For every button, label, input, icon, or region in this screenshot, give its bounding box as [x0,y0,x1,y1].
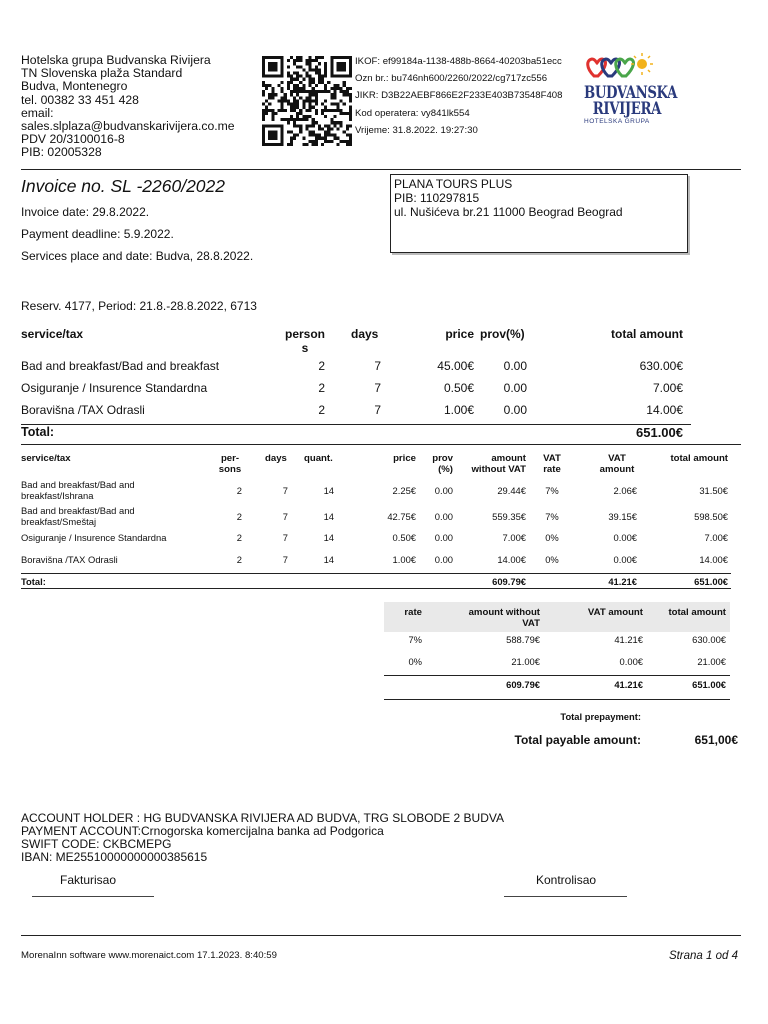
t2-row-vatamount: 0.00€ [613,532,637,543]
t1-header-total: total amount [611,327,683,341]
invoice-title: Invoice no. SL -2260/2022 [21,176,226,196]
invoice-date: Invoice date: 29.8.2022. [21,205,150,219]
issuer-email-label: email: [21,105,54,120]
t2-row-price: 42.75€ [387,511,416,522]
t1-total-value: 651.00€ [636,425,683,440]
payment-account: PAYMENT ACCOUNT:Crnogorska komercijalna banka ad Podgorica [21,824,384,838]
buyer-address: ul. Nušićeva br.21 11000 Beograd Beograd [394,205,623,219]
t1-header-persons: person s [284,327,325,355]
t3-row-vat: 41.21€ [614,634,643,645]
t3-header-total: total amount [668,607,726,618]
signature-left-label: Fakturisao [60,873,117,887]
t2-row-vatamount: 2.06€ [613,485,637,496]
payment-deadline: Payment deadline: 5.9.2022. [21,227,174,241]
t3-row-total: 630.00€ [692,634,726,645]
fiscal-ikof: IKOF: ef99184a-1138-488b-8664-40203ba51ecc [355,56,562,67]
t3-row-rate: 7% [408,634,422,645]
fiscal-info [355,53,562,139]
t2-row-vatrate: 7% [545,485,559,496]
t2-header-service: service/tax [21,453,71,464]
issuer-email[interactable]: sales.slplaza@budvanskarivijera.co.me [21,119,235,134]
t1-row-total: 630.00€ [639,359,683,373]
issuer-phone: tel. 00382 33 451 428 [21,92,139,107]
issuer-block [21,54,235,160]
t2-header-quant: quant. [304,453,333,464]
t2-row-prov: 0.00 [434,532,453,543]
t1-row-prov: 0.00 [503,359,527,373]
qr-code-icon [262,56,352,146]
buyer-name: PLANA TOURS PLUS [394,177,513,191]
t3-header-vat: VAT amount [587,607,643,618]
t3-header-amount: amount without VAT [468,607,540,629]
t2-row-total: 14.00€ [699,554,728,565]
t3-row-vat: 0.00€ [619,656,643,667]
t2-total-divider [21,573,731,574]
t2-row-prov: 0.00 [434,511,453,522]
t1-header-price: price [445,327,474,341]
t3-row-amount: 21.00€ [511,656,540,667]
t1-row-days: 7 [374,403,381,417]
t3-row-rate: 0% [408,656,422,667]
issuer-name: Hotelska grupa Budvanska Rivijera [21,53,211,67]
invoice-meta [21,205,253,271]
t1-header-service: service/tax [21,327,84,341]
footer-software: MorenaInn software www.morenaict.com 17.1.2023. 8:40:59 [21,950,277,961]
fiscal-ozn: Ozn br.: bu746nh600/2260/2022/cg717zc556 [355,73,548,85]
signature-right-line [504,896,627,897]
t2-row-vatrate: 0% [545,554,559,565]
t2-row-service: Bad and breakfast/Bad and breakfast/Ishrana [21,479,135,501]
t1-row-price: 0.50€ [443,381,474,395]
t2-row-prov: 0.00 [434,485,453,496]
t3-row-amount: 588.79€ [506,634,540,645]
t2-row-persons: 2 [236,532,242,543]
account-holder: ACCOUNT HOLDER : HG BUDVANSKA RIVIJERA AD BUDVA, TRG SLOBODE 2 BUDVA [21,811,505,825]
logo-line1: BUDVANSKA [584,83,678,103]
t2-row-amount: 29.44€ [497,485,526,496]
footer-divider [21,935,741,936]
t2-row-vatrate: 7% [545,511,559,522]
t2-header-vatamount: VAT amount [599,453,635,475]
t2-row-days: 7 [282,485,288,496]
t3-bottom-divider [384,699,730,700]
t2-row-days: 7 [282,511,288,522]
issuer-vat: PDV 20/3100016-8 [21,132,125,147]
payment-info [21,812,504,864]
t2-row-quant: 14 [323,532,334,543]
logo-line2: RIVIJERA [592,99,662,119]
t2-row-persons: 2 [236,554,242,565]
t2-row-vatrate: 0% [545,532,559,543]
t2-row-quant: 14 [323,485,334,496]
t1-row-days: 7 [374,359,381,373]
t1-row-service: Osiguranje / Insurence Standardna [21,381,208,395]
fiscal-time: Vrijeme: 31.8.2022. 19:27:30 [355,124,478,136]
issuer-unit: TN Slovenska plaža Standard [21,66,183,81]
reservation-info: Reserv. 4177, Period: 21.8.-28.8.2022, 6713 [21,299,257,313]
t2-row-prov: 0.00 [434,554,453,565]
logo-subtitle: HOTELSKA GRUPA [584,118,650,125]
t3-header-rate: rate [404,607,422,618]
t2-header-days: days [265,453,287,464]
t2-header-persons: per- sons [218,453,242,475]
t1-row-prov: 0.00 [503,403,527,417]
hearts-logo-icon [584,50,654,80]
t2-row-persons: 2 [236,511,242,522]
buyer-pib: PIB: 110297815 [394,191,480,205]
t2-total-total: 651.00€ [694,576,728,587]
t2-row-total: 7.00€ [704,532,728,543]
t3-total-vat: 41.21€ [614,679,643,690]
t1-total-label: Total: [21,425,55,439]
payable-value: 651,00€ [694,733,738,747]
t2-row-amount: 7.00€ [502,532,526,543]
t2-bottom-divider [21,588,731,589]
t2-header-prov: prov (%) [432,453,453,475]
t2-row-amount: 14.00€ [497,554,526,565]
iban: IBAN: ME25510000000000385615 [21,850,208,864]
header-divider [21,169,741,170]
prepayment-label: Total prepayment: [560,711,641,722]
t3-total-total: 651.00€ [692,679,726,690]
issuer-pib: PIB: 02005328 [21,145,102,160]
t1-row-prov: 0.00 [503,381,527,395]
t2-row-amount: 559.35€ [492,511,526,522]
t2-header-amount: amount without VAT [471,453,526,475]
signature-left-line [32,896,154,897]
t1-row-persons: 2 [318,381,325,395]
t3-total-amount: 609.79€ [506,679,540,690]
t2-total-vat: 41.21€ [608,576,637,587]
t2-row-price: 2.25€ [392,485,416,496]
t1-header-days: days [351,327,379,341]
t1-row-persons: 2 [318,403,325,417]
t1-row-days: 7 [374,381,381,395]
t2-row-persons: 2 [236,485,242,496]
issuer-city: Budva, Montenegro [21,79,128,94]
t2-row-vatamount: 39.15€ [608,511,637,522]
payable-label: Total payable amount: [514,733,641,747]
t2-row-price: 0.50€ [392,532,416,543]
fiscal-jikr: JIKR: D3B22AEBF866E2F233E403B73548F408 [355,90,563,102]
signature-right-label: Kontrolisao [536,873,597,887]
t2-row-total: 598.50€ [694,511,728,522]
t2-row-days: 7 [282,532,288,543]
t3-total-divider [384,675,730,676]
buyer-box [390,174,688,253]
t2-header-vatrate: VAT rate [543,453,561,475]
t1-row-service: Bad and breakfast/Bad and breakfast [21,359,220,373]
brand-logo [584,50,678,130]
t2-row-service: Bad and breakfast/Bad and breakfast/Smeštaj [21,505,135,527]
t2-row-vatamount: 0.00€ [613,554,637,565]
t2-row-quant: 14 [323,554,334,565]
t1-row-total: 7.00€ [652,381,683,395]
t1-header-prov: prov(%) [480,327,525,341]
t1-row-service: Boravišna /TAX Odrasli [21,403,145,417]
t1-row-total: 14.00€ [646,403,683,417]
t1-row-price: 45.00€ [437,359,474,373]
t3-row-total: 21.00€ [697,656,726,667]
t2-row-service: Osiguranje / Insurence Standardna [21,532,167,543]
t2-total-amount: 609.79€ [492,576,526,587]
t2-row-price: 1.00€ [392,554,416,565]
t2-row-total: 31.50€ [699,485,728,496]
t2-row-quant: 14 [323,511,334,522]
t2-header-price: price [393,453,416,464]
t1-bottom-divider [21,444,741,445]
t2-header-total: total amount [670,453,728,464]
t2-row-service: Boravišna /TAX Odrasli [21,554,118,565]
t2-row-days: 7 [282,554,288,565]
services-place-date: Services place and date: Budva, 28.8.2022. [21,249,254,263]
t2-total-label: Total: [21,576,46,587]
swift-code: SWIFT CODE: CKBCMEPG [21,837,172,851]
t1-row-price: 1.00€ [443,403,474,417]
t1-row-persons: 2 [318,359,325,373]
footer-page: Strana 1 od 4 [668,950,738,962]
fiscal-operator: Kod operatera: vy841lk554 [355,107,470,119]
